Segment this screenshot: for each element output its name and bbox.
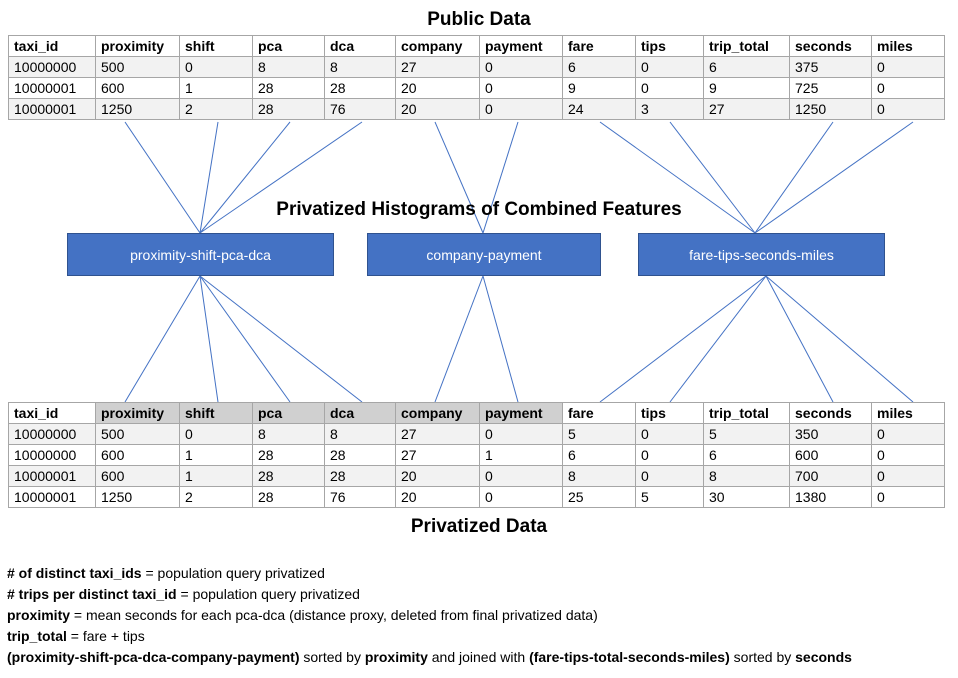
- column-header: payment: [480, 36, 563, 57]
- table-cell: 1: [180, 466, 253, 487]
- table-cell: 27: [396, 445, 480, 466]
- table-cell: 6: [563, 57, 636, 78]
- table-cell: 350: [790, 424, 872, 445]
- column-header: shift: [180, 36, 253, 57]
- table-cell: 20: [396, 99, 480, 120]
- column-header: proximity: [96, 403, 180, 424]
- note-text: and joined with: [427, 649, 530, 665]
- column-header: pca: [253, 36, 325, 57]
- column-header: pca: [253, 403, 325, 424]
- table-row: [9, 424, 945, 445]
- table-cell: 0: [480, 78, 563, 99]
- table-row: [9, 487, 945, 508]
- table-cell: 0: [636, 57, 704, 78]
- table-cell: 9: [563, 78, 636, 99]
- table-cell: 28: [325, 445, 396, 466]
- table-cell: 28: [253, 466, 325, 487]
- table-cell: 0: [180, 424, 253, 445]
- table-cell: 600: [790, 445, 872, 466]
- table-cell: 28: [253, 445, 325, 466]
- note-text: = mean seconds for each pca-dca (distance proxy, deleted from final privatized data): [70, 607, 598, 623]
- table-cell: 10000001: [9, 487, 96, 508]
- table-cell: 1380: [790, 487, 872, 508]
- column-header: seconds: [790, 36, 872, 57]
- table-cell: 0: [872, 487, 945, 508]
- table-cell: 600: [96, 466, 180, 487]
- table-cell: 76: [325, 99, 396, 120]
- notes: [7, 563, 952, 668]
- table-cell: 8: [253, 424, 325, 445]
- note-term: proximity: [7, 607, 71, 623]
- table-cell: 2: [180, 487, 253, 508]
- table-cell: 0: [872, 57, 945, 78]
- table-cell: 600: [96, 78, 180, 99]
- table-cell: 10000000: [9, 424, 96, 445]
- note-trip-total: [7, 626, 952, 647]
- histograms-title: Privatized Histograms of Combined Features: [276, 199, 682, 220]
- connector-line: [200, 276, 362, 402]
- table-cell: 0: [480, 487, 563, 508]
- table-cell: 3: [636, 99, 704, 120]
- table-cell: 8: [325, 424, 396, 445]
- table-cell: 5: [563, 424, 636, 445]
- table-cell: 10000001: [9, 99, 96, 120]
- note-term: # of distinct taxi_ids: [7, 565, 142, 581]
- note-text: sorted by: [299, 649, 365, 665]
- column-header: tips: [636, 36, 704, 57]
- table-cell: 0: [480, 424, 563, 445]
- table-cell: 8: [704, 466, 790, 487]
- connector-line: [200, 276, 218, 402]
- table-cell: 24: [563, 99, 636, 120]
- table-cell: 28: [253, 78, 325, 99]
- table-row: [9, 99, 945, 120]
- table-cell: 0: [636, 466, 704, 487]
- table-cell: 1250: [96, 99, 180, 120]
- header-row: [9, 403, 945, 424]
- table-cell: 0: [180, 57, 253, 78]
- column-header: trip_total: [704, 403, 790, 424]
- note-term: proximity: [364, 649, 428, 665]
- table-cell: 5: [636, 487, 704, 508]
- table-cell: 0: [636, 78, 704, 99]
- connector-line: [600, 276, 766, 402]
- table-cell: 500: [96, 57, 180, 78]
- column-header: taxi_id: [9, 36, 96, 57]
- table-cell: 27: [704, 99, 790, 120]
- table-cell: 1250: [96, 487, 180, 508]
- table-cell: 0: [480, 57, 563, 78]
- note-term: trip_total: [7, 628, 67, 644]
- table-cell: 1250: [790, 99, 872, 120]
- table-cell: 20: [396, 487, 480, 508]
- table-cell: 28: [253, 487, 325, 508]
- connector-line: [766, 276, 833, 402]
- histogram-box-company-payment: company-payment: [367, 233, 601, 276]
- table-cell: 6: [704, 445, 790, 466]
- table-cell: 20: [396, 466, 480, 487]
- table-cell: 5: [704, 424, 790, 445]
- table-cell: 1: [180, 78, 253, 99]
- table-cell: 2: [180, 99, 253, 120]
- table-cell: 10000000: [9, 57, 96, 78]
- table-cell: 8: [253, 57, 325, 78]
- connector-line: [200, 276, 290, 402]
- table-cell: 25: [563, 487, 636, 508]
- column-header: company: [396, 36, 480, 57]
- table-cell: 27: [396, 57, 480, 78]
- table-row: [9, 445, 945, 466]
- note-text: = population query privatized: [176, 586, 360, 602]
- table-row: [9, 466, 945, 487]
- column-header: fare: [563, 403, 636, 424]
- table-cell: 1: [180, 445, 253, 466]
- table-cell: 8: [325, 57, 396, 78]
- table-cell: 0: [636, 424, 704, 445]
- table-cell: 27: [396, 424, 480, 445]
- note-trips-per-taxi: [7, 584, 952, 605]
- table-cell: 10000001: [9, 78, 96, 99]
- column-header: company: [396, 403, 480, 424]
- public-data-title: Public Data: [427, 9, 531, 30]
- connector-line: [766, 276, 913, 402]
- table-cell: 28: [325, 466, 396, 487]
- table-cell: 725: [790, 78, 872, 99]
- table-cell: 10000000: [9, 445, 96, 466]
- histogram-box-fare-tips-seconds-miles: fare-tips-seconds-miles: [638, 233, 885, 276]
- connector-line: [483, 276, 518, 402]
- table-cell: 1: [480, 445, 563, 466]
- table-cell: 0: [872, 424, 945, 445]
- note-join: [7, 647, 952, 668]
- column-header: dca: [325, 36, 396, 57]
- column-header: miles: [872, 403, 945, 424]
- column-header: payment: [480, 403, 563, 424]
- privatized-data-title: Privatized Data: [410, 516, 548, 537]
- privatized-data-table: [8, 402, 945, 508]
- connector-line: [125, 276, 200, 402]
- public-data-table: [8, 35, 945, 120]
- note-text: = population query privatized: [141, 565, 325, 581]
- note-term: seconds: [795, 649, 852, 665]
- note-text: = fare + tips: [66, 628, 145, 644]
- table-cell: 8: [563, 466, 636, 487]
- column-header: taxi_id: [9, 403, 96, 424]
- header-row: [9, 36, 945, 57]
- table-cell: 6: [704, 57, 790, 78]
- table-cell: 0: [872, 99, 945, 120]
- connector-line: [670, 276, 766, 402]
- table-cell: 76: [325, 487, 396, 508]
- table-cell: 6: [563, 445, 636, 466]
- table-cell: 700: [790, 466, 872, 487]
- table-cell: 30: [704, 487, 790, 508]
- column-header: tips: [636, 403, 704, 424]
- table-cell: 20: [396, 78, 480, 99]
- note-proximity: [7, 605, 952, 626]
- table-cell: 9: [704, 78, 790, 99]
- note-text: sorted by: [729, 649, 796, 665]
- table-cell: 0: [872, 445, 945, 466]
- table-cell: 28: [325, 78, 396, 99]
- table-cell: 0: [872, 78, 945, 99]
- column-header: trip_total: [704, 36, 790, 57]
- column-header: fare: [563, 36, 636, 57]
- table-cell: 600: [96, 445, 180, 466]
- table-cell: 28: [253, 99, 325, 120]
- note-distinct-taxi-ids: [7, 563, 952, 584]
- histogram-box-proximity-shift-pca-dca: proximity-shift-pca-dca: [67, 233, 334, 276]
- connector-line: [435, 276, 483, 402]
- column-header: miles: [872, 36, 945, 57]
- table-cell: 0: [636, 445, 704, 466]
- note-term: (fare-tips-total-seconds-miles): [529, 649, 730, 665]
- table-cell: 0: [872, 466, 945, 487]
- table-row: [9, 78, 945, 99]
- table-cell: 0: [480, 99, 563, 120]
- column-header: proximity: [96, 36, 180, 57]
- table-cell: 0: [480, 466, 563, 487]
- table-cell: 10000001: [9, 466, 96, 487]
- column-header: shift: [180, 403, 253, 424]
- column-header: seconds: [790, 403, 872, 424]
- table-row: [9, 57, 945, 78]
- table-cell: 375: [790, 57, 872, 78]
- table-cell: 500: [96, 424, 180, 445]
- column-header: dca: [325, 403, 396, 424]
- note-term: (proximity-shift-pca-dca-company-payment): [7, 649, 300, 665]
- note-term: # trips per distinct taxi_id: [7, 586, 177, 602]
